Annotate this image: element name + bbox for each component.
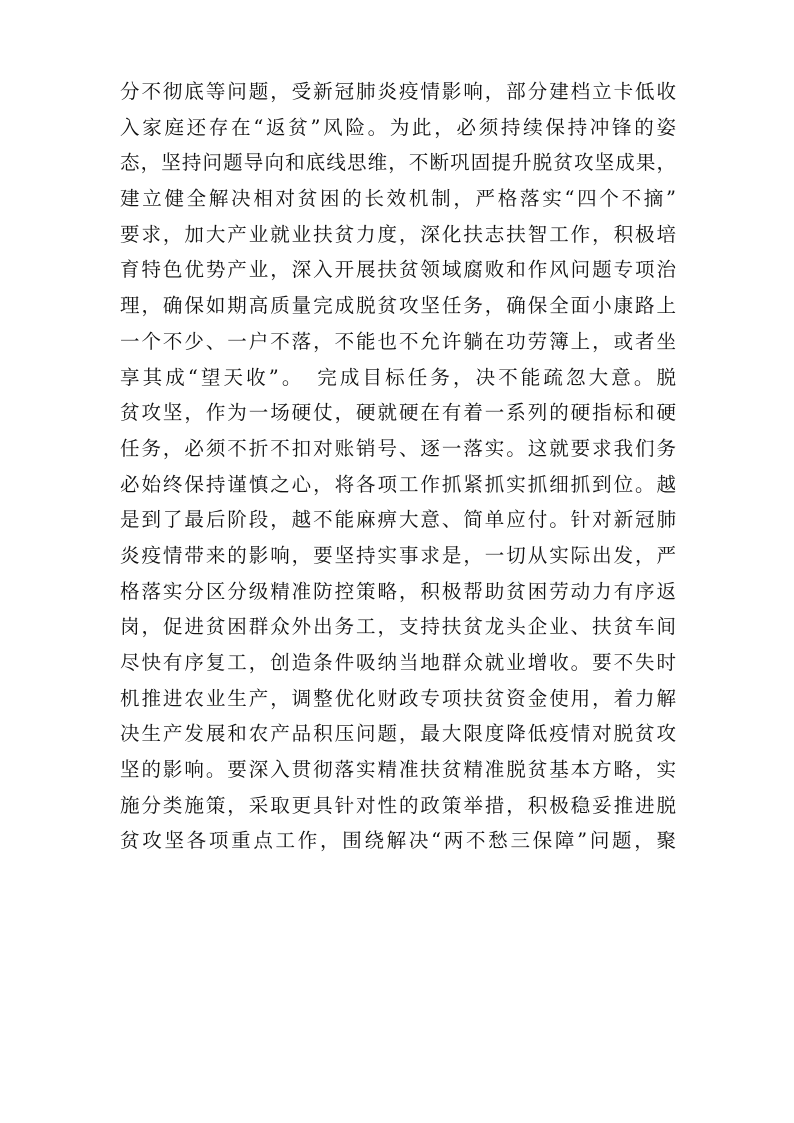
text-line-18: 机推进农业生产，调整优化财政专项扶贫资金使用，着力解 [120,686,676,710]
text-line-14: 炎疫情带来的影响，要坚持实事求是，一切从实际出发，严 [120,543,676,567]
text-line-7: 理，确保如期高质量完成脱贫攻坚任务，确保全面小康路上 [120,294,676,318]
text-line-20: 坚的影响。要深入贯彻落实精准扶贫精准脱贫基本方略，实 [120,758,676,782]
text-line-2: 入家庭还存在“返贫”风险。为此，必须持续保持冲锋的姿 [120,115,676,139]
text-line-13: 是到了最后阶段，越不能麻痹大意、简单应付。针对新冠肺 [120,508,676,532]
body-text [120,74,676,859]
text-line-6: 育特色优势产业，深入开展扶贫领域腐败和作风问题专项治 [120,258,676,282]
text-line-4: 建立健全解决相对贫困的长效机制，严格落实“四个不摘” [120,187,676,211]
text-line-11: 任务，必须不折不扣对账销号、逐一落实。这就要求我们务 [120,436,676,460]
text-line-10: 贫攻坚，作为一场硬仗，硬就硬在有着一系列的硬指标和硬 [120,401,676,425]
text-line-5: 要求，加大产业就业扶贫力度，深化扶志扶智工作，积极培 [120,222,676,246]
text-line-1: 分不彻底等问题，受新冠肺炎疫情影响，部分建档立卡低收 [120,80,676,103]
text-line-17: 尽快有序复工，创造条件吸纳当地群众就业增收。要不失时 [120,651,676,674]
text-line-8: 一个不少、一户不落，不能也不允许躺在功劳簿上，或者坐 [120,329,676,353]
text-line-9: 享其成“望天收”。 完成目标任务，决不能疏忽大意。脱 [120,365,676,389]
text-line-19: 决生产发展和农产品积压问题，最大限度降低疫情对脱贫攻 [120,722,676,746]
text-line-21: 施分类施策，采取更具针对性的政策举措，积极稳妥推进脱 [120,793,676,817]
text-line-3: 态，坚持问题导向和底线思维，不断巩固提升脱贫攻坚成果， [120,151,676,175]
text-line-22: 贫攻坚各项重点工作，围绕解决“两不愁三保障”问题，聚 [120,829,676,853]
text-line-15: 格落实分区分级精准防控策略，积极帮助贫困劳动力有序返 [120,579,676,603]
text-line-16: 岗，促进贫困群众外出务工，支持扶贫龙头企业、扶贫车间 [120,615,676,639]
text-line-12: 必始终保持谨慎之心，将各项工作抓紧抓实抓细抓到位。越 [120,472,676,496]
